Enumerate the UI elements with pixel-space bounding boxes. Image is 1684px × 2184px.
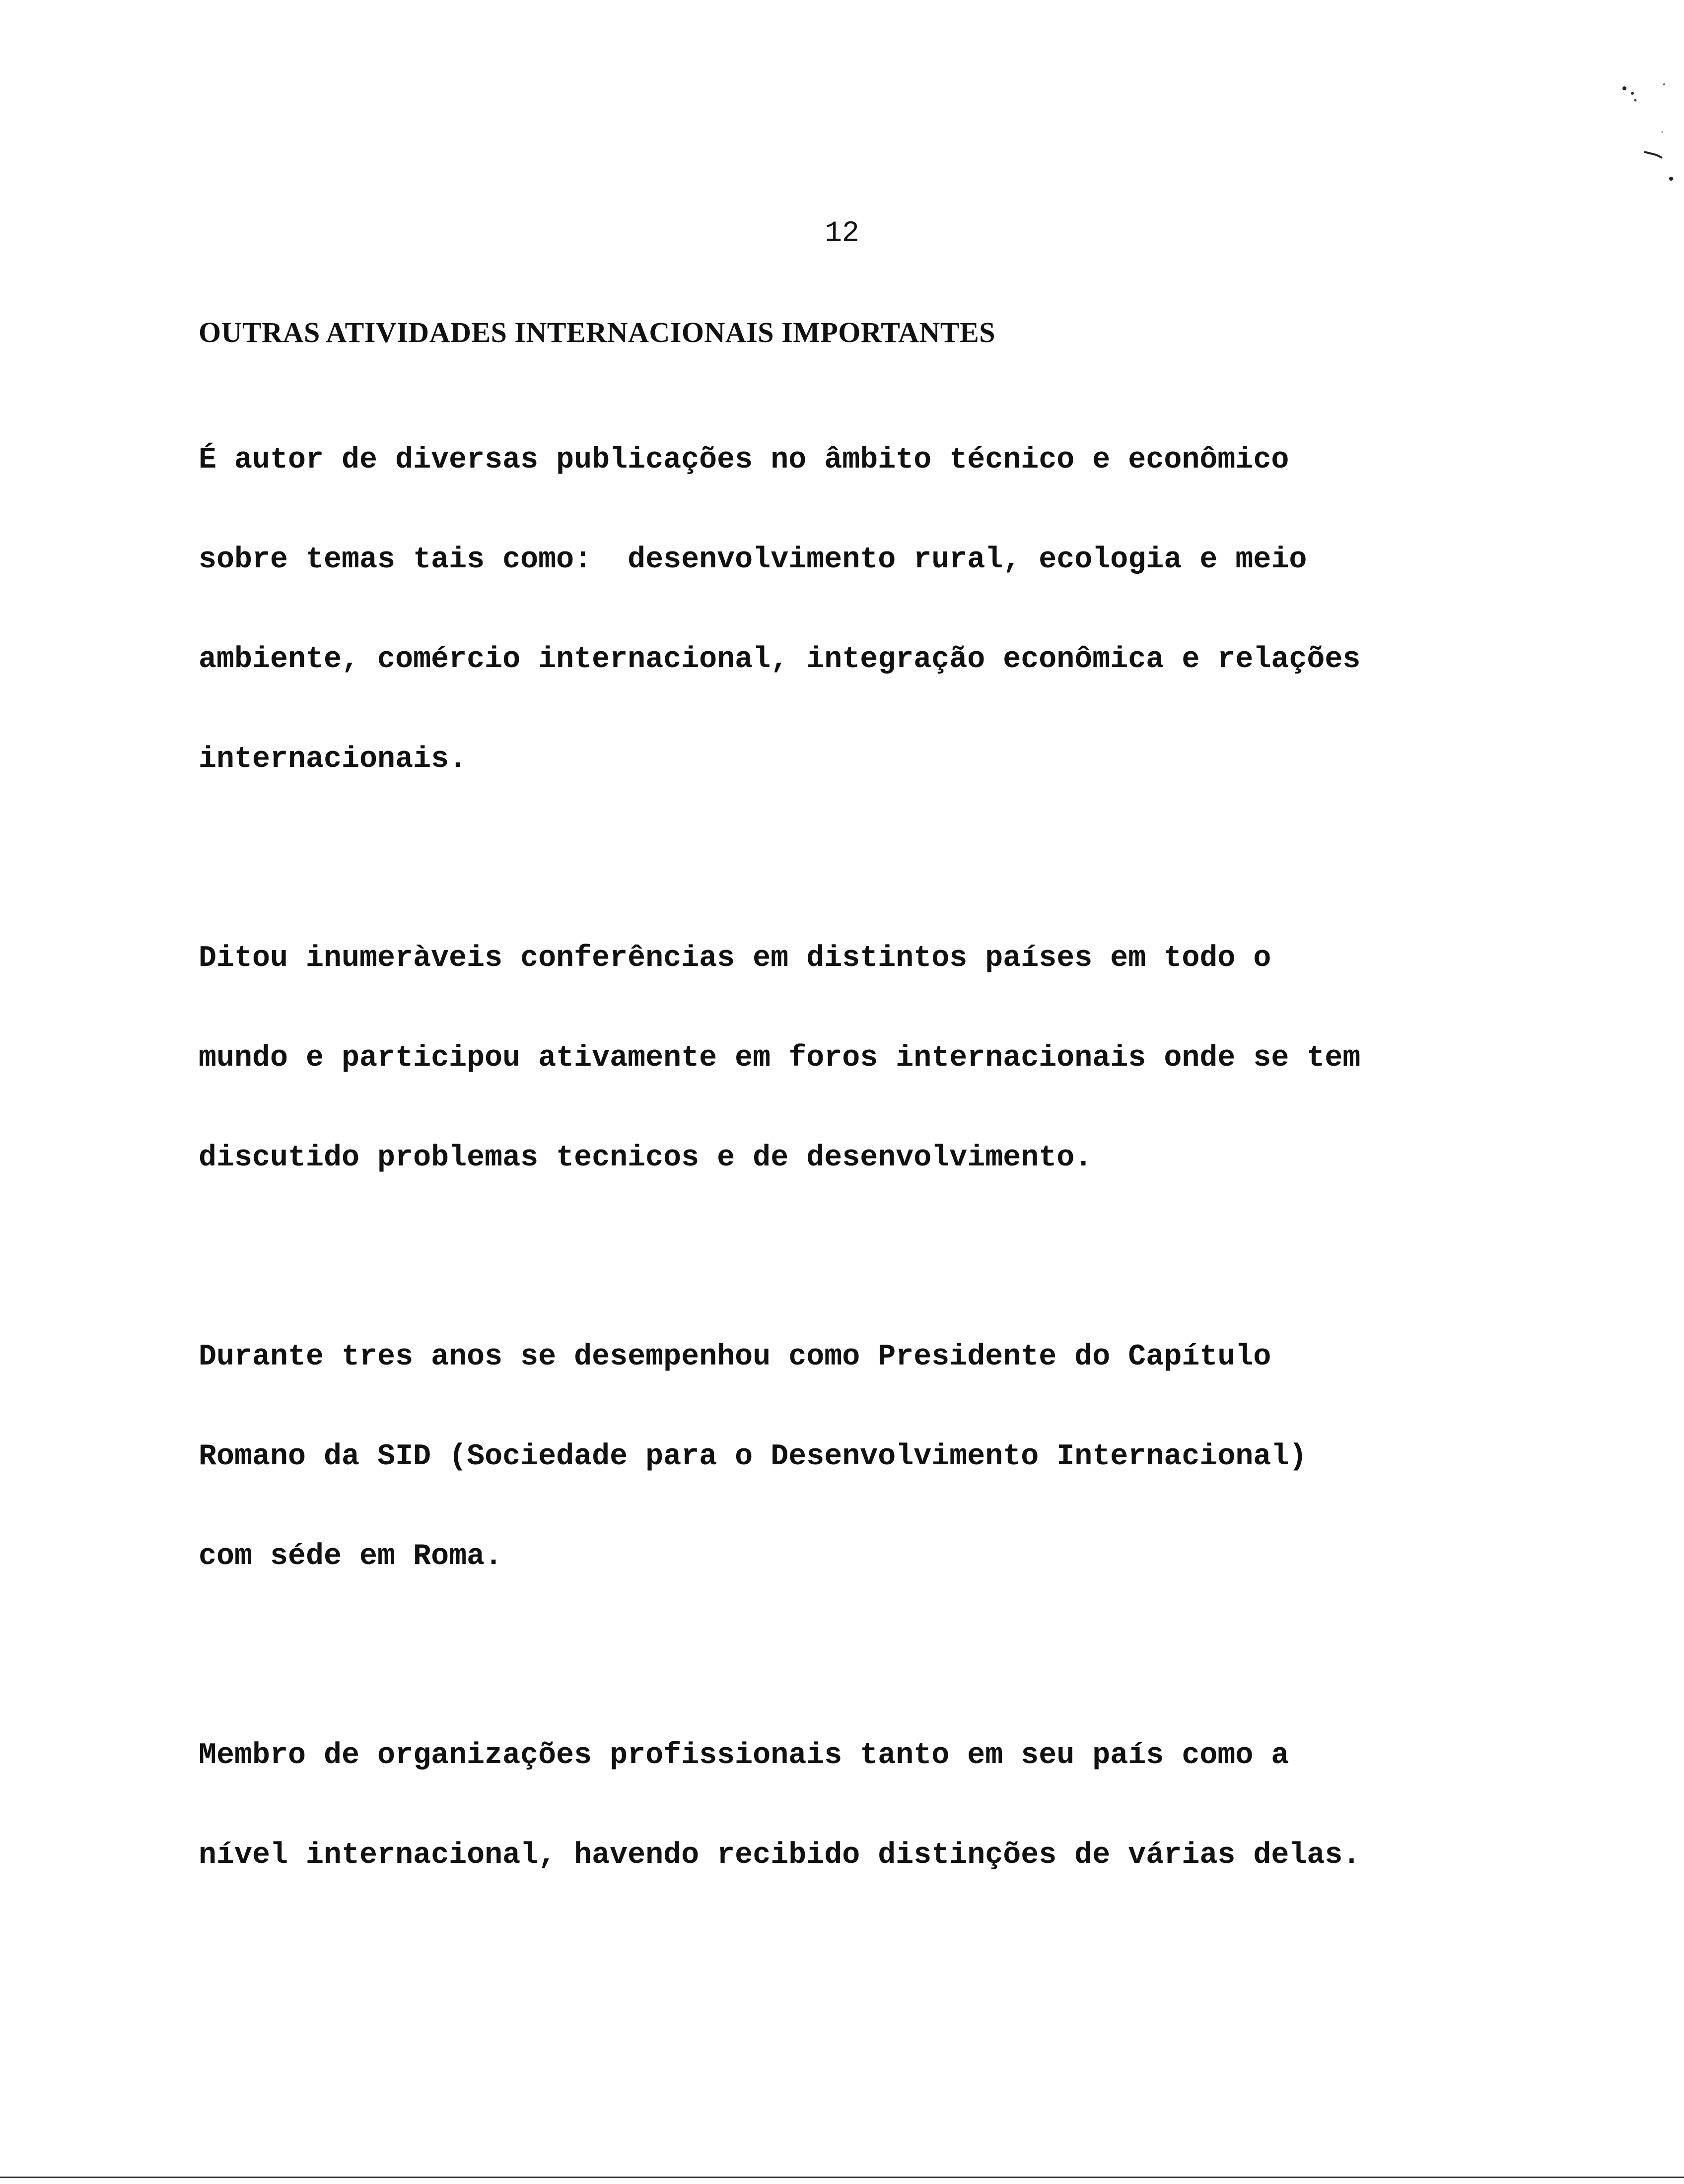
text-line: sobre temas tais como: desenvolvimento rural, ecologia e meio [199, 543, 1307, 577]
page-number: 12 [825, 217, 859, 250]
text-line: Romano da SID (Sociedade para o Desenvolvimento Internacional) [199, 1440, 1307, 1474]
text-line: discutido problemas tecnicos e de desenvolvimento. [199, 1141, 1093, 1175]
section-heading: OUTRAS ATIVIDADES INTERNACIONAIS IMPORTANTES [199, 316, 996, 348]
text-line: Durante tres anos se desempenhou como Presidente do Capítulo [199, 1340, 1271, 1374]
text-line: ambiente, comércio internacional, integração econômica e relações [199, 643, 1361, 677]
paragraph-publications [199, 377, 1539, 843]
text-line: internacionais. [199, 743, 467, 776]
paragraph-memberships [199, 1673, 1539, 1939]
text-line: É autor de diversas publicações no âmbito técnico e econômico [199, 443, 1289, 477]
text-line: Membro de organizações profissionais tanto em seu país como a [199, 1739, 1289, 1773]
scan-specks [1565, 69, 1684, 199]
text-line: mundo e participou ativamente em foros internacionais onde se tem [199, 1041, 1361, 1075]
text-line: Ditou inumeràveis conferências em distintos países em todo o [199, 942, 1271, 975]
page-bottom-edge [0, 2176, 1684, 2180]
text-line: nível internacional, havendo recibido distinções de várias delas. [199, 1839, 1361, 1872]
paragraph-conferences [199, 876, 1539, 1241]
text-line: com séde em Roma. [199, 1540, 503, 1573]
paragraph-presidency [199, 1274, 1539, 1640]
document-body [199, 316, 1539, 1972]
